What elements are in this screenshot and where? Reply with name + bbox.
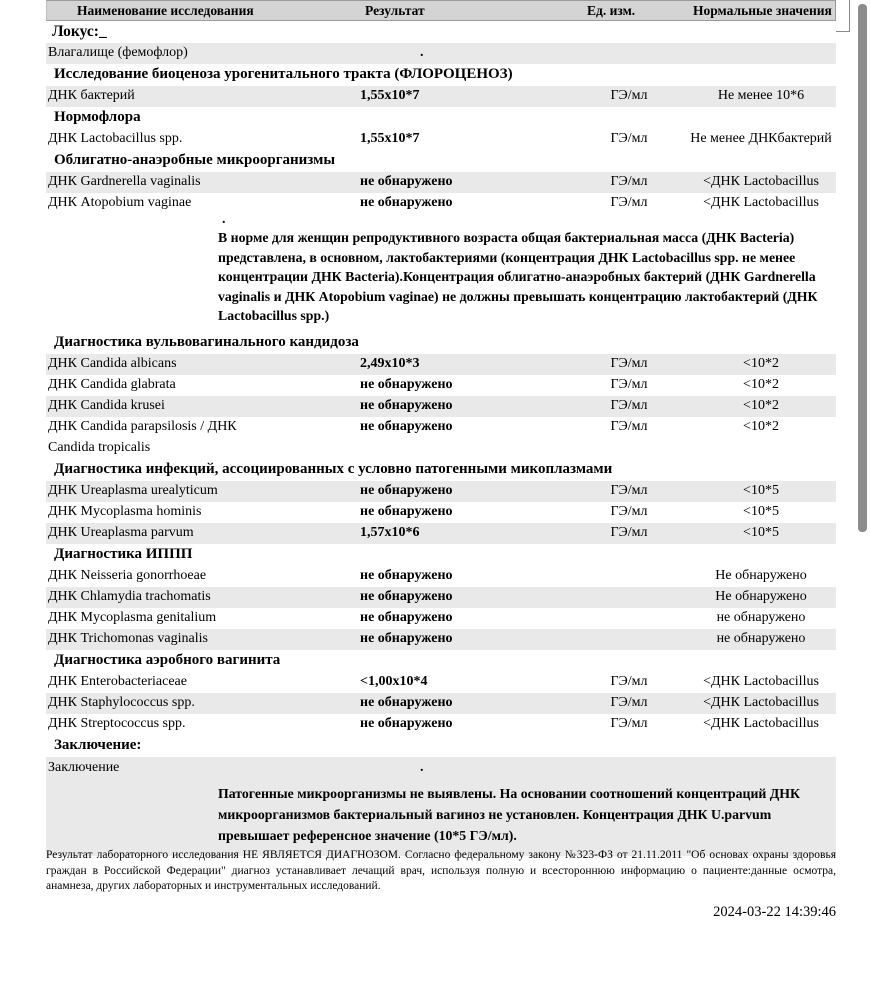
table-row-name-continuation xyxy=(46,438,836,459)
section-heading xyxy=(46,150,836,172)
conclusion-row-dot: . xyxy=(420,759,424,775)
cell-result-value: не обнаружено xyxy=(360,174,453,189)
table-row xyxy=(46,129,836,150)
section-heading-label: Нормофлора xyxy=(54,109,141,125)
cell-reference-range: <10*2 xyxy=(743,397,779,413)
cell-result-value: 1,55х10*7 xyxy=(360,88,420,103)
cell-analyte-name: ДНК Candida albicans xyxy=(48,355,177,371)
table-header-row xyxy=(46,0,836,21)
interpretation-note-text: В норме для женщин репродуктивного возраста общая бактериальная масса (ДНК Bacteria) представлена, в основном, лактобактериями (концентрация ДНК Lactobacillus spp. не менее концентрации ДНК Bacteria).Концентрация облигатно-анаэробных бактерий (ДНК Gardnerella vaginalis и ДНК Atopobium vaginae) не должны превышать концентрацию лактобактерий (ДНК Lactobacillus spp.) xyxy=(218,230,818,323)
section-heading-label: Диагностика аэробного вагинита xyxy=(54,651,281,668)
cell-reference-range: <ДНК Lactobacillus xyxy=(703,694,819,710)
table-row xyxy=(46,714,836,735)
cell-analyte-name: ДНК Mycoplasma hominis xyxy=(48,503,202,519)
cell-reference-range: <ДНК Lactobacillus xyxy=(703,174,819,189)
cell-result-value: не обнаружено xyxy=(360,503,453,519)
cell-result-value: не обнаружено xyxy=(360,630,453,646)
table-row xyxy=(46,354,836,375)
cell-result-value: не обнаружено xyxy=(360,418,453,434)
cell-analyte-name-continued: Candida tropicalis xyxy=(48,439,151,455)
conclusion-heading-label: Заключение: xyxy=(54,736,142,753)
table-row xyxy=(46,396,836,417)
cell-analyte-name: ДНК Enterobacteriaceae xyxy=(48,673,187,689)
cell-unit: ГЭ/мл xyxy=(610,524,648,540)
cell-unit: ГЭ/мл xyxy=(610,715,648,731)
cell-unit: ГЭ/мл xyxy=(610,694,648,710)
section-heading-label: Диагностика инфекций, ассоциированных с условно патогенными микоплазмами xyxy=(54,460,613,477)
sections-container xyxy=(46,64,836,856)
section-heading xyxy=(46,459,836,481)
cell-reference-range: <10*5 xyxy=(743,524,779,540)
conclusion-heading xyxy=(46,735,836,757)
cell-reference-range: <10*2 xyxy=(743,355,779,371)
cell-reference-range: <ДНК Lactobacillus xyxy=(703,715,819,731)
frame-line-vertical xyxy=(849,0,850,32)
cell-result-value: 2,49х10*3 xyxy=(360,355,420,371)
table-row xyxy=(46,566,836,587)
section-heading-label: Диагностика ИППП xyxy=(54,545,193,562)
cell-result-value: не обнаружено xyxy=(360,588,453,604)
cell-unit: ГЭ/мл xyxy=(610,482,648,498)
table-row xyxy=(46,193,836,214)
cell-analyte-name: ДНК Ureaplasma parvum xyxy=(48,524,194,540)
cell-result-value: не обнаружено xyxy=(360,715,453,731)
cell-result-value: не обнаружено xyxy=(360,397,453,413)
cell-unit: ГЭ/мл xyxy=(610,88,648,103)
cell-analyte-name: ДНК Candida krusei xyxy=(48,397,165,413)
locus-heading-label: Локус:_ xyxy=(52,23,107,40)
report-footer xyxy=(46,848,836,920)
cell-result-value: <1,00х10*4 xyxy=(360,673,428,689)
cell-analyte-name: ДНК Trichomonas vaginalis xyxy=(48,630,208,646)
cell-analyte-name: ДНК Mycoplasma genitalium xyxy=(48,609,217,625)
cell-analyte-name: ДНК Atopobium vaginae xyxy=(48,195,192,210)
section-heading xyxy=(46,107,836,129)
column-header-unit: Ед. изм. xyxy=(587,3,636,18)
locus-row xyxy=(46,43,836,64)
locus-heading xyxy=(46,21,836,43)
section-heading-label: Диагностика вульвовагинального кандидоза xyxy=(54,333,359,350)
vertical-scrollbar-thumb[interactable] xyxy=(858,4,867,532)
cell-reference-range: Не менее 10*6 xyxy=(717,88,805,103)
cell-reference-range: <ДНК Lactobacillus xyxy=(703,673,819,689)
section-heading-label: Исследование биоценоза урогенитального тракта (ФЛОРОЦЕНОЗ) xyxy=(54,66,513,82)
table-row xyxy=(46,417,836,438)
cell-result-value: не обнаружено xyxy=(360,609,453,625)
interpretation-note-dot: . xyxy=(222,212,226,227)
conclusion-row-label: Заключение xyxy=(48,759,120,775)
cell-unit: ГЭ/мл xyxy=(610,397,648,413)
cell-analyte-name: ДНК Ureaplasma urealyticum xyxy=(48,482,218,498)
locus-row-name: Влагалище (фемофлор) xyxy=(48,45,188,60)
table-row xyxy=(46,523,836,544)
table-row xyxy=(46,587,836,608)
section-heading xyxy=(46,64,836,86)
table-row xyxy=(46,172,836,193)
cell-analyte-name: ДНК Candida glabrata xyxy=(48,376,176,392)
cell-result-value: не обнаружено xyxy=(360,482,453,498)
table-row xyxy=(46,693,836,714)
cell-analyte-name: ДНК бактерий xyxy=(48,88,135,103)
cell-unit: ГЭ/мл xyxy=(610,673,648,689)
cell-analyte-name: ДНК Staphylococcus spp. xyxy=(48,694,195,710)
section-heading-label: Облигатно-анаэробные микроорганизмы xyxy=(54,152,336,168)
cell-reference-range: <ДНК Lactobacillus xyxy=(703,195,819,210)
cell-unit: ГЭ/мл xyxy=(610,355,648,371)
section-heading xyxy=(46,544,836,566)
table-row xyxy=(46,502,836,523)
cell-result-value: не обнаружено xyxy=(360,376,453,392)
cell-reference-range: не обнаружено xyxy=(716,630,806,646)
cell-analyte-name: ДНК Streptococcus spp. xyxy=(48,715,186,731)
cell-analyte-name: ДНК Lactobacillus spp. xyxy=(48,131,183,146)
cell-unit: ГЭ/мл xyxy=(610,174,648,189)
footer-disclaimer: Результат лабораторного исследования НЕ ЯВЛЯЕТСЯ ДИАГНОЗОМ. Согласно федеральному закону №323-ФЗ от 21.11.2011 "Об основах охраны здоровья граждан в Российской Федерации" диагноз устанавливает лечащий врач, используя полную и всестороннюю информацию о пациенте:данные осмотра, анамнеза, других лабораторных и инструментальных исследований. xyxy=(46,849,836,892)
vertical-scrollbar-track[interactable] xyxy=(854,0,870,1000)
cell-analyte-name: ДНК Neisseria gonorrhoeae xyxy=(48,567,207,583)
table-row xyxy=(46,608,836,629)
interpretation-note xyxy=(46,214,836,332)
cell-unit: ГЭ/мл xyxy=(610,503,648,519)
cell-analyte-name: ДНК Chlamydia trachomatis xyxy=(48,588,211,604)
table-row xyxy=(46,86,836,107)
cell-result-value: 1,55х10*7 xyxy=(360,131,420,146)
cell-unit: ГЭ/мл xyxy=(610,131,648,146)
cell-reference-range: Не обнаружено xyxy=(715,588,807,604)
table-row xyxy=(46,375,836,396)
cell-result-value: 1,57х10*6 xyxy=(360,524,420,540)
column-header-name: Наименование исследования xyxy=(77,3,254,18)
column-header-norm: Нормальные значения xyxy=(693,3,832,18)
conclusion-text: Патогенные микроорганизмы не выявлены. На основании соотношений концентраций ДНК микроорганизмов бактериальный вагиноз не установлен. Концентрация ДНК U.parvum превышает референсное значение (10*5 ГЭ/мл). xyxy=(218,785,801,843)
cell-result-value: не обнаружено xyxy=(360,567,453,583)
footer-timestamp: 2024-03-22 14:39:46 xyxy=(713,903,836,920)
conclusion-block xyxy=(46,757,836,856)
table-row xyxy=(46,672,836,693)
results-table xyxy=(46,0,836,856)
section-heading xyxy=(46,332,836,354)
table-row xyxy=(46,629,836,650)
cell-reference-range: Не обнаружено xyxy=(715,567,807,583)
section-heading xyxy=(46,650,836,672)
cell-result-value: не обнаружено xyxy=(360,694,453,710)
locus-row-dot: . xyxy=(420,45,424,60)
cell-analyte-name: ДНК Candida parapsilosis / ДНК xyxy=(48,418,237,434)
cell-reference-range: <10*5 xyxy=(743,503,779,519)
cell-reference-range: не обнаружено xyxy=(716,609,806,625)
cell-unit: ГЭ/мл xyxy=(610,418,648,434)
cell-unit: ГЭ/мл xyxy=(610,195,648,210)
cell-reference-range: <10*5 xyxy=(743,482,779,498)
cell-result-value: не обнаружено xyxy=(360,195,453,210)
cell-unit: ГЭ/мл xyxy=(610,376,648,392)
cell-analyte-name: ДНК Gardnerella vaginalis xyxy=(48,174,201,189)
cell-reference-range: Не менее ДНКбактерий xyxy=(690,131,832,146)
cell-reference-range: <10*2 xyxy=(743,376,779,392)
cell-reference-range: <10*2 xyxy=(743,418,779,434)
table-row xyxy=(46,481,836,502)
column-header-result: Результат xyxy=(365,3,425,18)
